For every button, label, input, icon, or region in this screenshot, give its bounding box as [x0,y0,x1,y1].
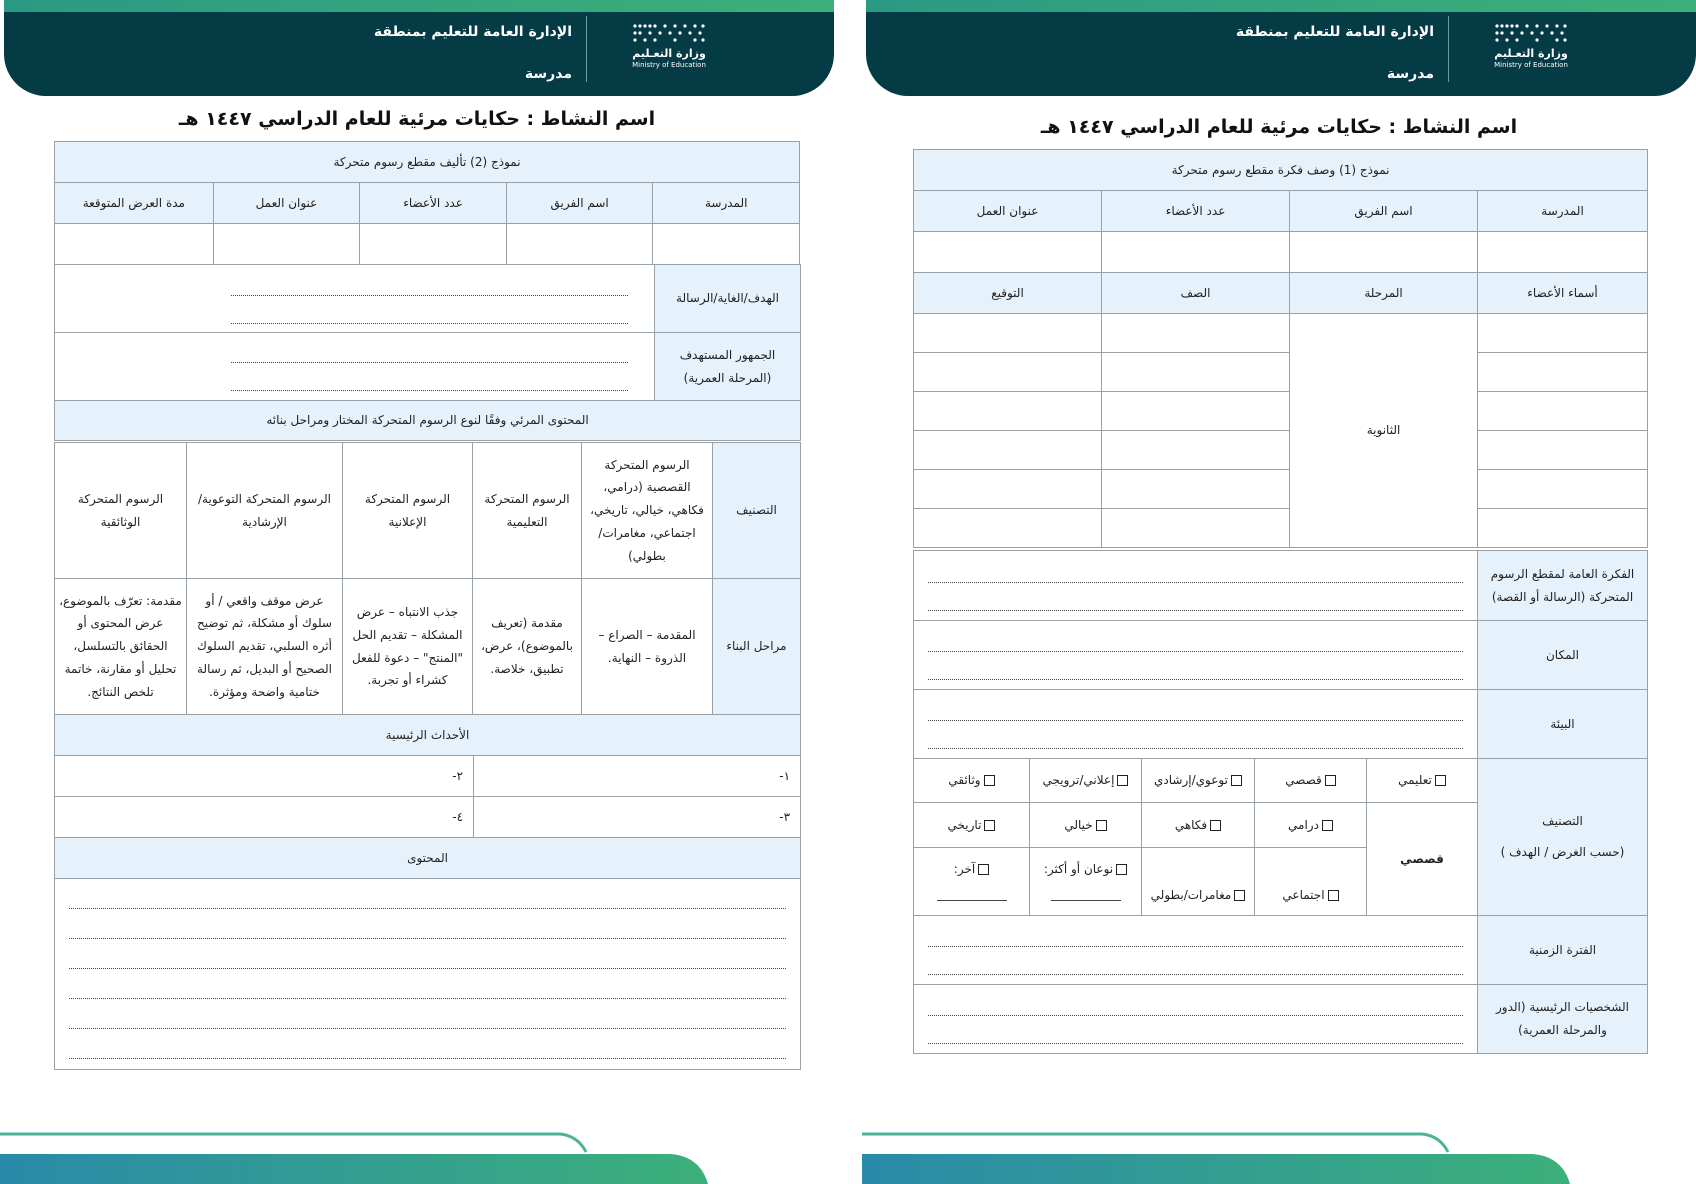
col-grade: الصف [1102,273,1290,314]
col-members-count: عدد الأعضاء [1102,191,1290,232]
content-input[interactable] [55,879,801,1070]
check-historical[interactable] [914,803,1030,848]
check-educational[interactable] [1367,759,1478,803]
idea-table [913,550,1648,759]
input-members-count[interactable] [1102,232,1290,273]
page-header [866,0,1696,96]
header-accent [4,0,834,12]
goal-label: الهدف/الغاية/الرسالة [655,265,801,333]
page-header [4,0,834,96]
content-label: المحتوى [55,838,801,879]
classification-table [913,758,1648,916]
check-awareness[interactable] [1142,759,1255,803]
form-title: نموذج (1) وصف فكرة مقطع رسوم متحركة [914,150,1648,191]
checkbox-icon [984,775,995,786]
checkbox-icon [1210,820,1221,831]
grade-2[interactable] [1102,353,1290,392]
type-awareness: الرسوم المتحركة التوعوية/الإرشادية [187,443,343,579]
check-label: قصصي [1285,773,1322,788]
story-label: قصصي [1367,803,1478,916]
type-educational: الرسوم المتحركة التعليمية [473,443,582,579]
logo-arabic: وزارة التعـليم [1494,47,1568,60]
class-title: التصنيف [1542,814,1583,829]
period-input[interactable] [914,916,1478,985]
header-divider [1448,16,1449,82]
checkbox-icon [978,864,989,875]
content-header: المحتوى المرئي وفقًا لنوع الرسوم المتحركة المختار ومراحل بنائه [55,401,801,441]
col-work-title: عنوان العمل [914,191,1102,232]
type-advertising: الرسوم المتحركة الإعلانية [343,443,473,579]
check-label: نوعان أو أكثر: [1043,862,1114,876]
signature-6[interactable] [914,509,1102,548]
footer-wave [0,1128,834,1184]
check-label: خيالي [1064,817,1093,832]
characters-label: الشخصيات الرئيسية (الدور والمرحلة العمرية) [1478,985,1648,1054]
check-label: مغامرات/بطولي [1150,888,1232,903]
input-work-title[interactable] [213,224,360,265]
idea-label: الفكرة العامة لمقطع الرسوم المتحركة (الرسالة أو القصة) [1478,551,1648,621]
signature-5[interactable] [914,470,1102,509]
col-members-count: عدد الأعضاء [360,183,507,224]
check-label: إعلاني/ترويجي [1042,773,1115,788]
school-label: مدرسة [1386,66,1434,82]
event-1[interactable]: ١- [474,756,801,797]
environment-label: البيئة [1478,690,1648,759]
directorate-title: الإدارة العامة للتعليم بمنطقة [1235,24,1434,40]
form-page-2 [0,0,834,1184]
logo-english: Ministry of Education [632,61,706,69]
check-advertising[interactable] [1030,759,1142,803]
events-table [54,714,801,1070]
characters-input[interactable] [914,985,1478,1054]
checkbox-icon [1435,775,1446,786]
stage-documentary: مقدمة: تعرّف بالموضوع، عرض المحتوى أو الحقائق بالتسلسل، تحليل أو مقارنة، خاتمة تلخص النتائج. [55,579,187,715]
directorate-title: الإدارة العامة للتعليم بمنطقة [373,24,572,40]
classification-label [1478,759,1648,916]
checkbox-icon [984,820,995,831]
member-name-6[interactable] [1478,509,1648,548]
place-label: المكان [1478,621,1648,690]
place-input[interactable] [914,621,1478,690]
member-name-4[interactable] [1478,431,1648,470]
class-label: التصنيف [713,443,801,579]
checkbox-icon [1231,775,1242,786]
col-school: المدرسة [1478,191,1648,232]
check-comedy[interactable] [1142,803,1255,848]
goal-table [54,264,801,441]
environment-input[interactable] [914,690,1478,759]
col-team: اسم الفريق [1290,191,1478,232]
form-table [913,149,1648,548]
grade-3[interactable] [1102,392,1290,431]
checkbox-icon [1325,775,1336,786]
col-member-names: أسماء الأعضاء [1478,273,1648,314]
check-label: آخر: [953,862,976,876]
activity-title: اسم النشاط : حكايات مرئية للعام الدراسي ١٤٤٧ هـ [1040,116,1518,138]
stages-label: مراحل البناء [713,579,801,715]
signature-2[interactable] [914,353,1102,392]
check-social[interactable] [1255,848,1367,916]
checkbox-icon [1116,864,1127,875]
col-work-title: عنوان العمل [213,183,360,224]
stage-advertising: جذب الانتباه – عرض المشكلة – تقديم الحل "المنتج" – دعوة للفعل كشراء أو تجربة. [343,579,473,715]
grade-6[interactable] [1102,509,1290,548]
col-stage: المرحلة [1290,273,1478,314]
input-work-title[interactable] [914,232,1102,273]
check-label: فكاهي [1174,817,1208,832]
audience-label: الجمهور المستهدف (المرحلة العمرية) [655,333,801,401]
checkbox-icon [1322,820,1333,831]
stage-story: المقدمة – الصراع – الذروة – النهاية. [582,579,713,715]
grade-4[interactable] [1102,431,1290,470]
check-other[interactable] [914,848,1030,916]
event-4[interactable]: ٤- [55,797,474,838]
audience-input[interactable] [55,333,655,401]
check-fantasy[interactable] [1030,803,1142,848]
form-table [54,141,800,265]
events-header: الأحداث الرئيسية [55,715,801,756]
goal-input[interactable] [55,265,655,333]
logo-arabic: وزارة التعـليم [632,47,706,60]
form-page-1 [862,0,1696,1184]
col-team: اسم الفريق [506,183,653,224]
input-school[interactable] [653,224,800,265]
header-divider [586,16,587,82]
input-team[interactable] [506,224,653,265]
stage-awareness: عرض موقف واقعي / أو سلوك أو مشكلة، ثم توضيح أثره السلبي، تقديم السلوك الصحيح أو البديل، ثم رسالة ختامية واضحة ومؤثرة. [187,579,343,715]
col-duration: مدة العرض المتوقعة [55,183,214,224]
check-label: درامي [1288,817,1319,832]
signature-1[interactable] [914,314,1102,353]
check-label: تاريخي [947,817,982,832]
check-label: توعوي/إرشادي [1154,773,1228,788]
activity-title: اسم النشاط : حكايات مرئية للعام الدراسي ١٤٤٧ هـ [178,108,656,130]
ministry-logo [626,22,712,82]
input-duration[interactable] [55,224,214,265]
check-adventure[interactable] [1142,848,1255,916]
grade-5[interactable] [1102,470,1290,509]
input-school[interactable] [1478,232,1648,273]
types-table [54,442,801,715]
footer-wave [862,1128,1696,1184]
signature-3[interactable] [914,392,1102,431]
member-name-2[interactable] [1478,353,1648,392]
member-name-3[interactable] [1478,392,1648,431]
checkbox-icon [1117,775,1128,786]
check-drama[interactable] [1255,803,1367,848]
input-team[interactable] [1290,232,1478,273]
grade-1[interactable] [1102,314,1290,353]
header-accent [866,0,1696,12]
period-table [913,915,1648,1054]
school-label: مدرسة [524,66,572,82]
col-signature: التوقيع [914,273,1102,314]
form-title: نموذج (2) تأليف مقطع رسوم متحركة [55,142,800,183]
check-label: اجتماعي [1282,888,1325,903]
event-3[interactable]: ٣- [474,797,801,838]
check-label: تعليمي [1398,773,1432,788]
period-label: الفترة الزمنية [1478,916,1648,985]
idea-input[interactable] [914,551,1478,621]
check-label: وثائقي [948,773,981,788]
class-subtitle: (حسب الغرض / الهدف ) [1500,845,1625,859]
type-story: الرسوم المتحركة القصصية (درامي، فكاهي، خيالي، تاريخي، اجتماعي، مغامرات/بطولي) [582,443,713,579]
event-2[interactable]: ٢- [55,756,474,797]
col-school: المدرسة [653,183,800,224]
signature-4[interactable] [914,431,1102,470]
check-multiple[interactable] [1030,848,1142,916]
check-story[interactable] [1255,759,1367,803]
checkbox-icon [1328,890,1339,901]
ministry-logo [1488,22,1574,82]
input-members-count[interactable] [360,224,507,265]
checkbox-icon [1234,890,1245,901]
check-documentary[interactable] [914,759,1030,803]
logo-english: Ministry of Education [1494,61,1568,69]
checkbox-icon [1096,820,1107,831]
type-documentary: الرسوم المتحركة الوثائقية [55,443,187,579]
stage-value: الثانوية [1290,314,1478,548]
member-name-1[interactable] [1478,314,1648,353]
member-name-5[interactable] [1478,470,1648,509]
stage-educational: مقدمة (تعريف بالموضوع)، عرض، تطبيق، خلاصة. [473,579,582,715]
